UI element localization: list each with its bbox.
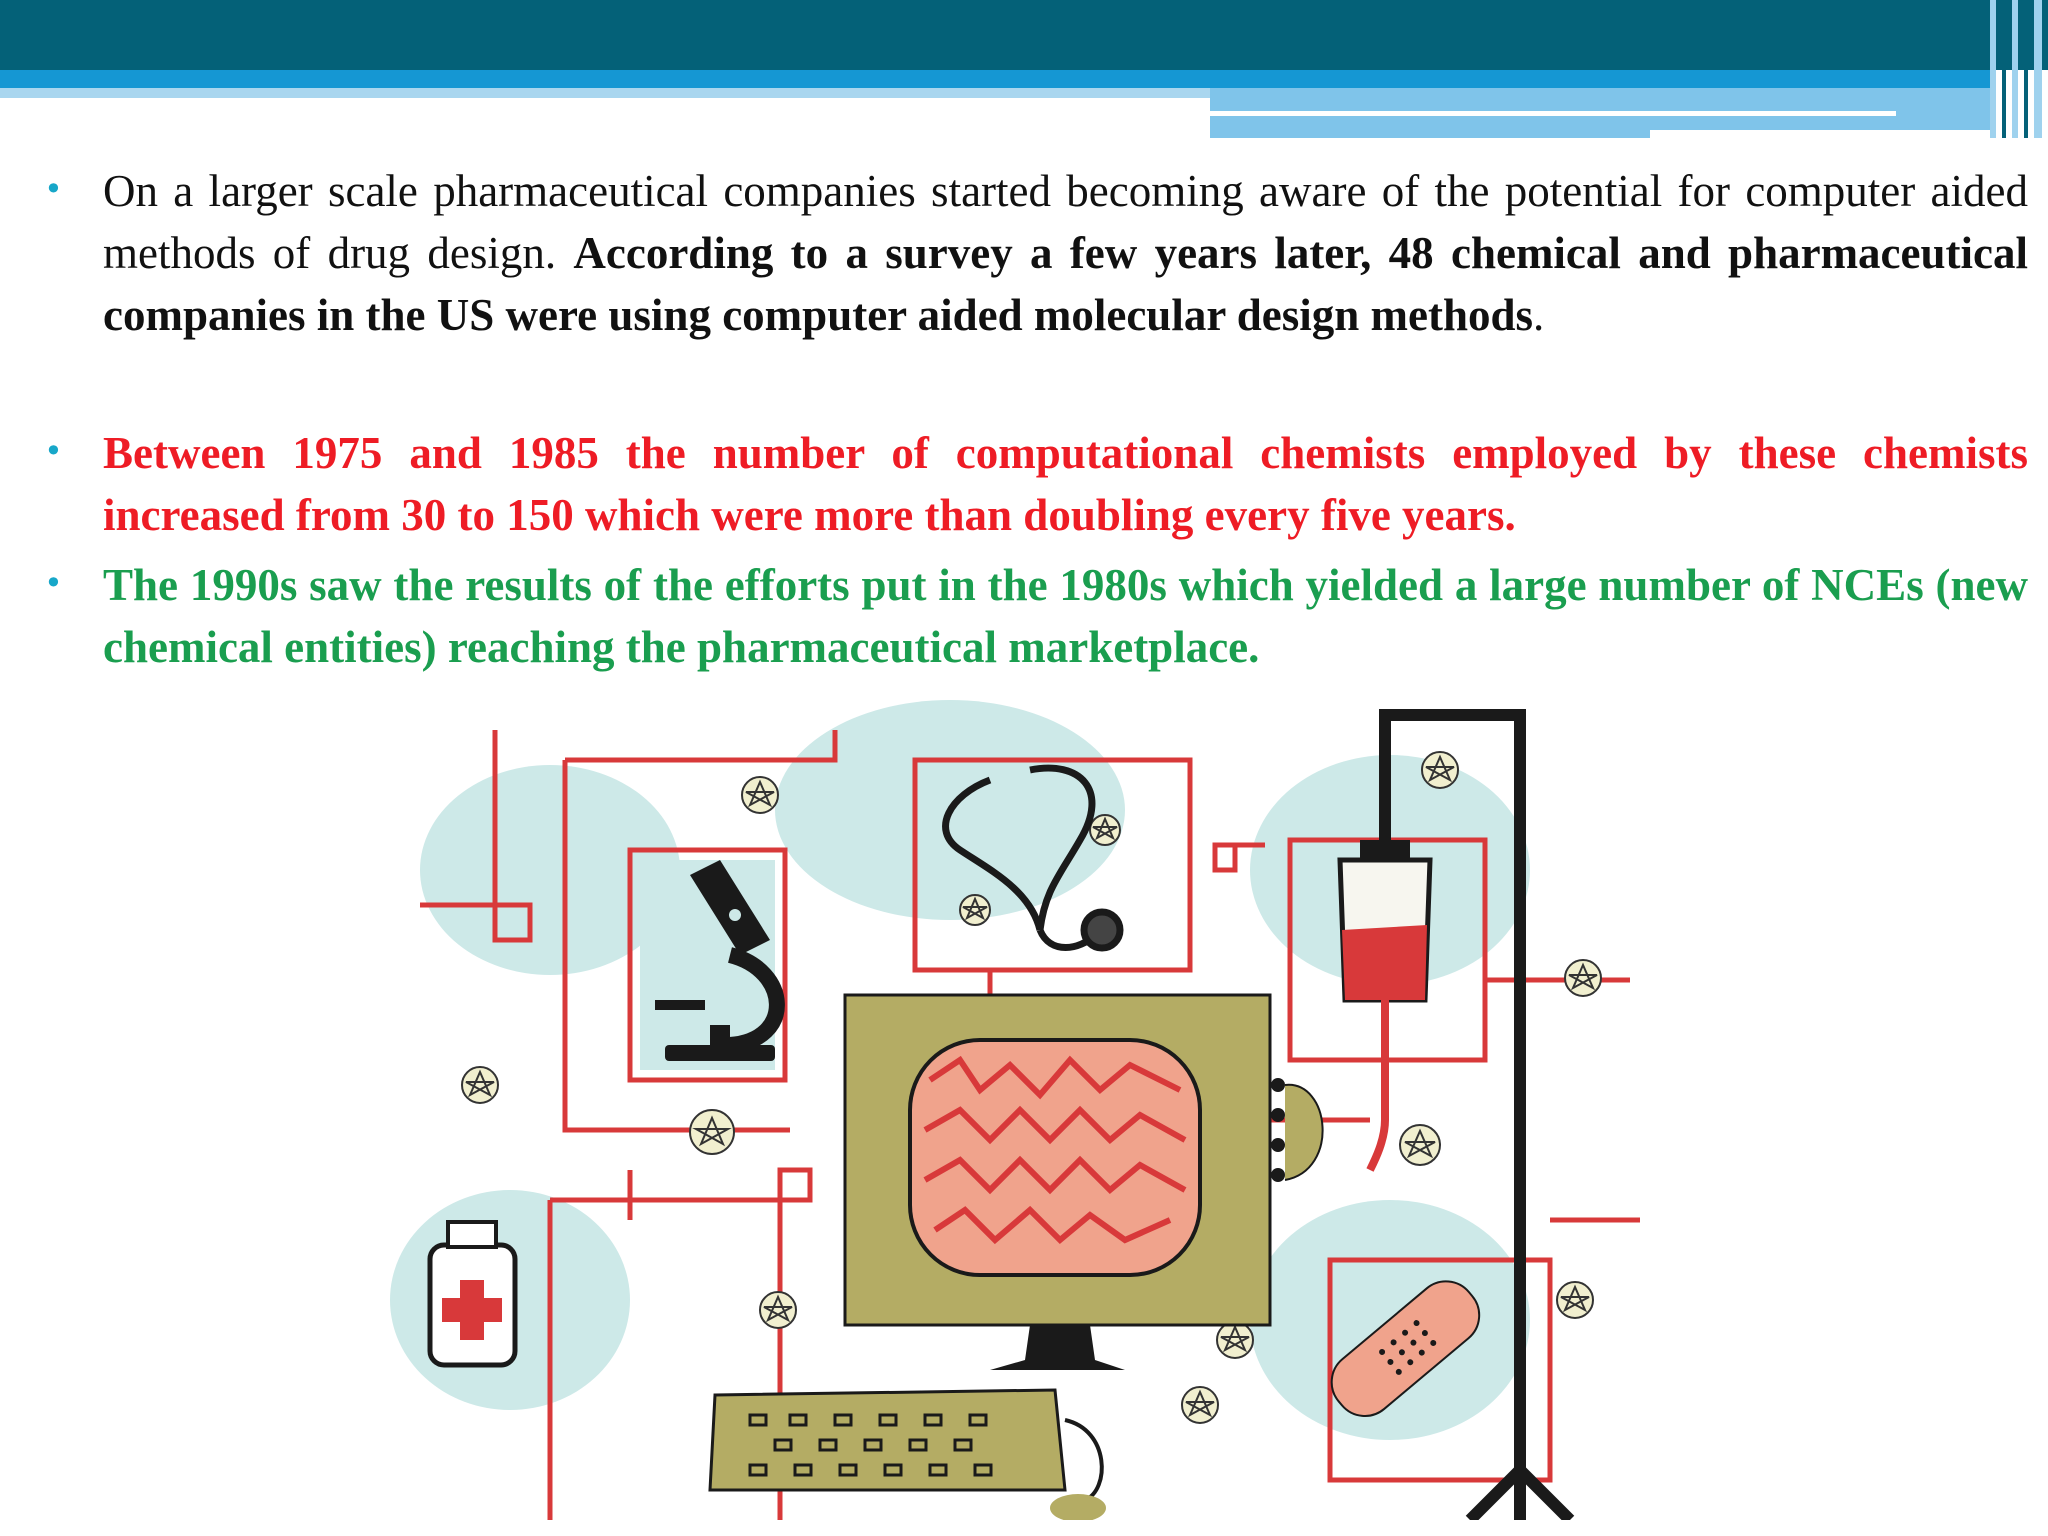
bullet-text-bold: According to a survey a few years later, 48 chemical and pharmaceutical companies in the US were using computer aided molecular design methods bbox=[103, 228, 2028, 340]
microscope-icon bbox=[640, 860, 777, 1070]
bullet-dot: • bbox=[44, 170, 63, 208]
monitor-icon bbox=[845, 995, 1323, 1370]
bullet-text-tail: . bbox=[1533, 290, 1545, 340]
header-white-line bbox=[1650, 130, 1990, 138]
bullet-dot: • bbox=[44, 432, 63, 470]
medicine-bottle-icon bbox=[430, 1222, 515, 1365]
header-band-dark bbox=[0, 0, 2048, 70]
bullet-text bbox=[103, 160, 2028, 346]
header-band-light bbox=[0, 70, 1990, 88]
keyboard-icon bbox=[710, 1390, 1106, 1520]
bullet-dot: • bbox=[44, 564, 63, 602]
header-white-line bbox=[1210, 111, 1896, 116]
bullet-text: The 1990s saw the results of the efforts put in the 1980s which yielded a large number of NCEs (new chemical entities) reaching the pharmaceutical marketplace. bbox=[103, 560, 2028, 672]
header-vertical-bars bbox=[1990, 0, 2048, 138]
header-band-fade bbox=[0, 88, 1210, 98]
monitor-ports bbox=[1271, 1078, 1285, 1182]
bullet-text-plain: On a larger scale pharmaceutical companies started becoming aware of the potential for computer aided methods of drug design. bbox=[103, 166, 2028, 278]
medical-computer-illustration bbox=[390, 700, 1690, 1520]
bullet-text: Between 1975 and 1985 the number of computational chemists employed by these chemists increased from 30 to 150 which were more than doubling every five years. bbox=[103, 428, 2028, 540]
